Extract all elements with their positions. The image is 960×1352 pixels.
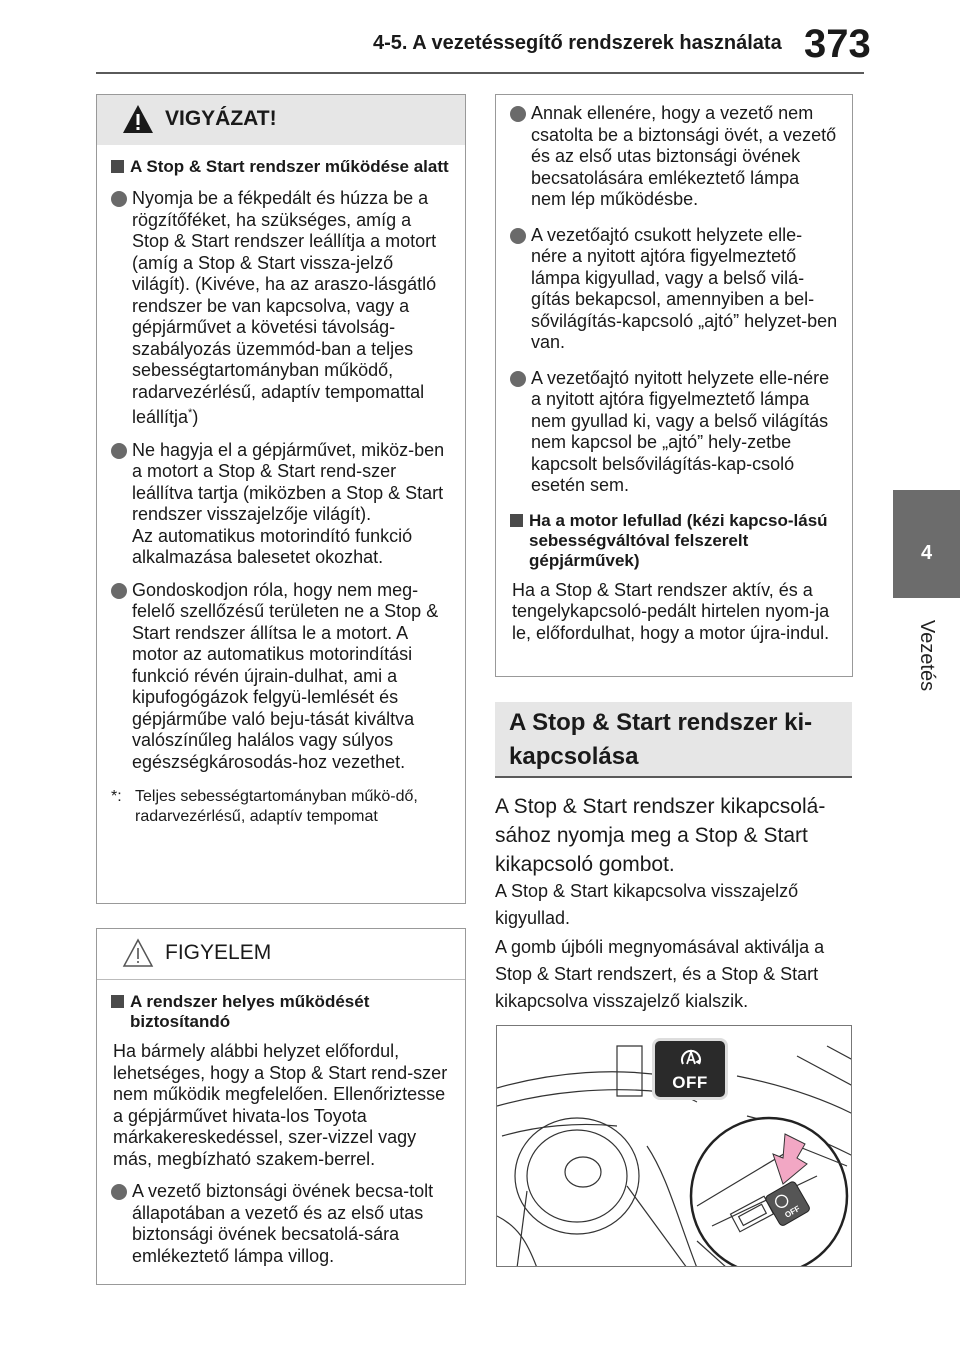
- warning-title: VIGYÁZAT!: [165, 107, 277, 130]
- footnote-mark: *: [188, 407, 193, 419]
- round-bullet-icon: [111, 443, 127, 459]
- section-intro: A Stop & Start rendszer kikapcsolá-sához nyomja meg a Stop & Start kikapcsoló gombot.: [495, 795, 826, 876]
- caution-box: [96, 928, 466, 1285]
- caution-title: FIGYELEM: [165, 941, 272, 964]
- warning-box: [96, 94, 466, 904]
- round-bullet-icon: [111, 191, 127, 207]
- list-item: [111, 1181, 451, 1267]
- section-title: A Stop & Start rendszer ki-kapcsolása: [509, 709, 813, 770]
- warning-bullet-2-extra: Az automatikus motorindító funkció alkalmazása balesetet okozhat.: [132, 525, 413, 567]
- caution-subhead: [111, 992, 451, 1032]
- auto-stop-icon: [678, 1045, 704, 1071]
- off-label: OFF: [672, 1073, 708, 1092]
- list-item: [111, 440, 451, 569]
- round-bullet-icon: [510, 106, 526, 122]
- square-bullet-icon: [111, 160, 124, 173]
- page-number: 373: [804, 22, 871, 66]
- warning-bullet-1-end: ): [192, 407, 199, 427]
- chapter-title: 4-5. A vezetéssegítő rendszerek használata: [373, 32, 782, 54]
- footnote: [111, 787, 451, 827]
- section-paragraph-1: A Stop & Start kikapcsolva visszajelző kigyullad.: [495, 881, 799, 928]
- list-item: [510, 368, 838, 497]
- round-bullet-icon: [510, 371, 526, 387]
- right-subhead-text: Ha a motor lefullad (kézi kapcso-lású sebességváltóval felszerelt gépjárművek): [529, 510, 828, 570]
- square-bullet-icon: [510, 514, 523, 527]
- round-bullet-icon: [510, 228, 526, 244]
- round-bullet-icon: [111, 583, 127, 599]
- caution-continuation-box: [495, 94, 853, 677]
- warning-bullet-2: Ne hagyja el a gépjárművet, miköz-ben a motort a Stop & Start rend-szer leállítva tartja (miközben a Stop & Start rendszer visszajelzője világít).: [132, 439, 445, 524]
- chapter-side-tab: [893, 0, 960, 1352]
- chapter-label-wrap: [907, 610, 947, 700]
- caution-subhead-text: A rendszer helyes működését biztosítandó: [130, 992, 370, 1031]
- list-item: [510, 225, 838, 354]
- caution-triangle-icon: [121, 937, 155, 969]
- square-bullet-icon: [111, 995, 124, 1008]
- right-bullet-3: A vezetőajtó nyitott helyzete elle-nére a nyitott ajtóra figyelmeztető lámpa nem gyullad ki, vagy a belső világítás nem kapcsol be „ajtó” hely-zetbe kapcsolt belsővilágítás-kap-csoló esetén sem.: [531, 367, 830, 495]
- warning-triangle-icon: [121, 103, 155, 135]
- warning-bullet-3: Gondoskodjon róla, hogy nem meg-felelő szellőzésű területen ne a Stop & Start rendszer állítsa le a motort. A motor az automatikus motorindítási funkció révén újrain-dulhat, ami a kipufogógázok felgyü-lemlését és gépjárműbe való beju-tását kiváltva valószínűleg halálos vagy súlyos egészségkárosodás-hoz vezethet.: [132, 579, 439, 772]
- header-rule: [96, 72, 864, 74]
- right-bullet-1: Annak ellenére, hogy a vezető nem csatolta be a biztonsági övét, a vezető és az első utas biztonsági övének becsatolására emlékeztető lámpa nem lép működésbe.: [531, 103, 837, 209]
- footnote-text: Teljes sebességtartományban műkö-dő, radarvezérlésű, adaptív tempomat: [135, 788, 418, 825]
- warning-bullet-1: Nyomja be a fékpedált és húzza be a rögzítőféket, ha szükséges, amíg a Stop & Start rendszer leállítja a motort (amíg a Stop & Start vissza-jelző világít). (Kivéve, ha az araszo-lásgátló rendszer be van kapcsolva, vagy a gépjárművet a követési távolság-szabályozás üzemmód-ban a teljes sebességtartományban működő, radarvezérlésű, adaptív tempomattal leállítja: [132, 188, 437, 427]
- warning-subhead-text: A Stop & Start rendszer működése alatt: [130, 157, 449, 176]
- footnote-marker: *:: [111, 788, 122, 805]
- right-subhead: [510, 511, 838, 571]
- chapter-number: 4: [920, 542, 933, 564]
- list-item: [510, 103, 838, 211]
- caution-paragraph: Ha bármely alábbi helyzet előfordul, lehetséges, hogy a Stop & Start rend-szer nem működik megfelelően. Ellenőriztesse a gépjárművet hivata-los Toyota márkakereskedéssel, szer-vizzel vagy más, megbízható szakem-berrel.: [113, 1041, 448, 1169]
- warning-subhead: [111, 157, 451, 177]
- round-bullet-icon: [111, 1184, 127, 1200]
- off-small-label: OFF: [783, 1203, 802, 1220]
- section-heading: [495, 702, 852, 778]
- right-paragraph: Ha a Stop & Start rendszer aktív, és a tengelykapcsoló-pedált hirtelen nyom-ja le, előfordulhat, hogy a motor újra-indul.: [512, 579, 830, 643]
- right-bullet-2: A vezetőajtó csukott helyzete elle-nére a nyitott ajtóra figyelmeztető lámpa kigyullad, vagy a belső vilá-gítás bekapcsol, amennyiben a bel-sővilágítás-kapcsoló „ajtó” helyzet-ben van.: [531, 224, 838, 352]
- chapter-label: Vezetés: [916, 619, 939, 691]
- caution-bullet-1: A vezető biztonsági övének becsa-tolt állapotában a vezető és az első utas biztonsági övének becsatolá-sára emlékeztető lámpa villog.: [132, 1181, 434, 1266]
- list-item: [111, 580, 451, 774]
- list-item: [111, 188, 451, 429]
- warning-box-header: [97, 95, 465, 145]
- section-paragraph-2: A gomb újbóli megnyomásával aktiválja a Stop & Start rendszert, és a Stop & Start kikapcsolva visszajelző kialszik.: [495, 937, 825, 1011]
- stop-start-off-indicator: [652, 1038, 728, 1100]
- caution-box-header: [97, 929, 465, 980]
